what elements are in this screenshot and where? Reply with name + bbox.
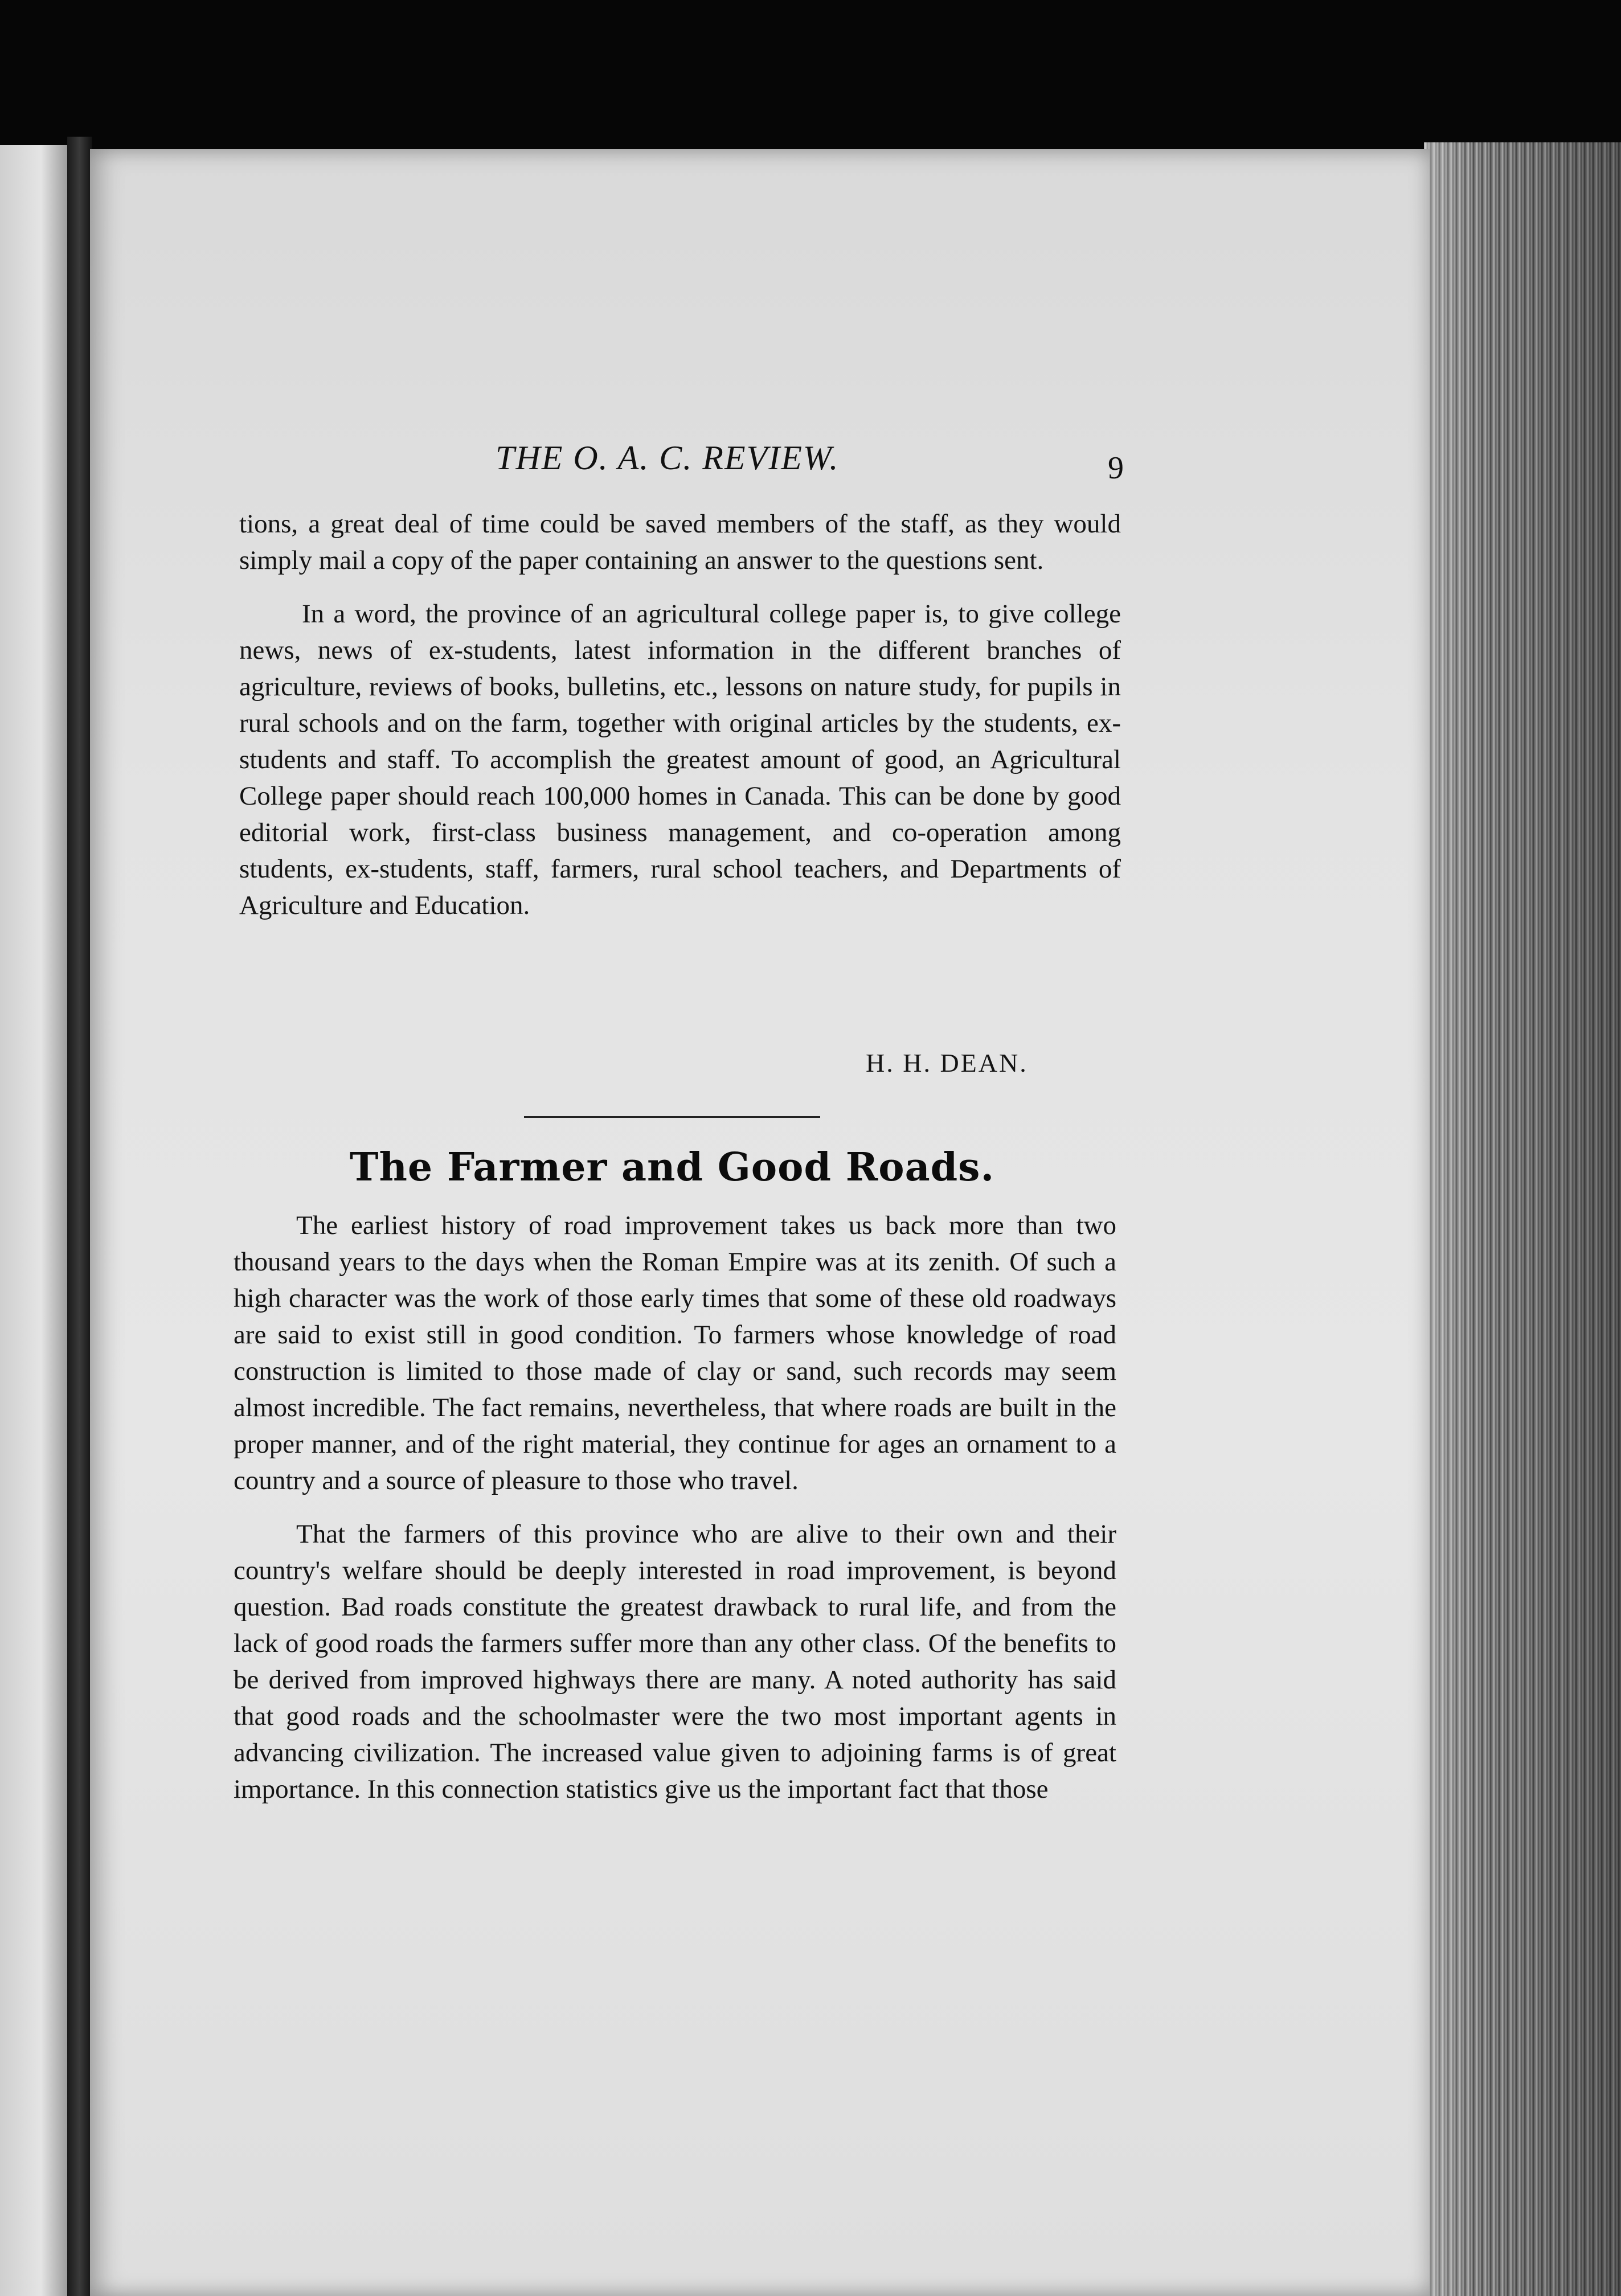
previous-article-conclusion xyxy=(239,506,1121,924)
paragraph: The earliest history of road improvement takes us back more than two thousand years to the days when the Roman Empire was at its zenith. Of such a high character was the work of those early times that some of these old roadways are said to exist still in good condition. To farmers whose knowledge of road construction is limited to those made of clay or sand, such records may seem almost incredible. The fact remains, nevertheless, that where roads are built in the proper manner, and of the right material, they continue for ages an ornament to a country and a source of pleasure to those who travel. xyxy=(234,1211,1116,1495)
article-body xyxy=(234,1207,1116,1807)
right-page-stack-shade xyxy=(1424,142,1621,2296)
paragraph: tions, a great deal of time could be saved members of the staff, as they would simply mail a copy of the paper containing an answer to the questions sent. xyxy=(239,509,1121,575)
section-divider xyxy=(524,1116,820,1118)
page-number: 9 xyxy=(1108,450,1124,486)
left-page-edge xyxy=(0,145,68,2296)
paragraph: That the farmers of this province who are alive to their own and their country's welfare should be deeply interested in road improvement, is beyond question. Bad roads constitute the greatest drawback to rural life, and from the lack of good roads the farmers suffer more than any other class. Of the benefits to be derived from improved highways there are many. A noted authority has said that good roads and the schoolmaster were the two most important agents in advancing civilization. The increased value given to adjoining farms is of great importance. In this connection statistics give us the important fact that those xyxy=(234,1519,1116,1804)
article-title: The Farmer and Good Roads. xyxy=(349,1145,995,1190)
book-gutter xyxy=(67,137,92,2296)
paragraph: In a word, the province of an agricultural college paper is, to give college news, news of ex-students, latest information in the different branches of agriculture, reviews of books, bulletins, etc., lessons on nature study, for pupils in rural schools and on the farm, together with original articles by the students, ex-students and staff. To accomplish the greatest amount of good, an Agricultural College paper should reach 100,000 homes in Canada. This can be done by good editorial work, first-class business management, and co-operation among students, ex-students, staff, farmers, rural school teachers, and Departments of Agriculture and Education. xyxy=(239,599,1121,920)
running-header: THE O. A. C. REVIEW. xyxy=(496,439,840,477)
author-signature: H. H. DEAN. xyxy=(866,1048,1028,1077)
